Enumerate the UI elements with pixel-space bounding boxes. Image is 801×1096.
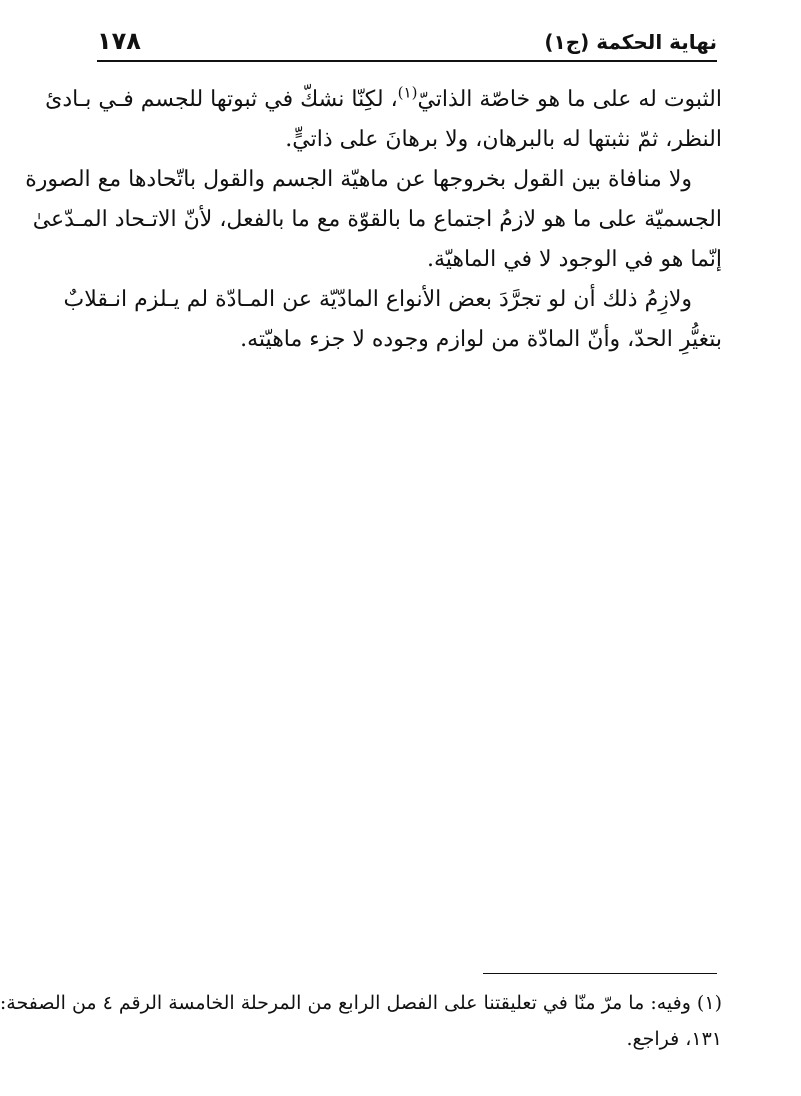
paragraph-line: إنّما هو في الوجود لا في الماهيّة.: [426, 247, 722, 272]
paragraph-line: [45, 80, 722, 120]
paragraph-line: بتغيُّرِ الحدّ، وأنّ المادّة من لوازم وجوده لا جزء ماهيّته.: [240, 327, 722, 352]
paragraph-2: [25, 160, 722, 280]
line-text: الثبوت له على ما هو خاصّة الذاتيّ: [417, 87, 722, 112]
paragraph-3: [63, 280, 722, 360]
paragraph-1: [45, 80, 722, 160]
page-number: ١٧٨: [97, 27, 141, 55]
paragraph-line: الجسميّة على ما هو لازمُ اجتماع ما بالقوّة مع ما بالفعل، لأنّ الاتـحاد المـدّعىٰ: [32, 207, 722, 232]
main-text: [25, 80, 722, 360]
paragraph-line: ولازِمُ ذلك أن لو تجرَّدَ بعض الأنواع المادّيّة عن المـادّة لم يـلزم انـقلابٌ: [63, 287, 692, 312]
footnote-line: ١٣١، فراجع.: [626, 1028, 722, 1050]
book-title: نهاية الحكمة (ج١): [544, 30, 717, 54]
footnote-reference[interactable]: (١): [397, 83, 418, 102]
footnote-line: (١) وفيه: ما مرّ منّا في تعليقتنا على الفصل الرابع من المرحلة الخامسة الرقم ٤ من الصفحة:: [0, 992, 722, 1014]
line-text: ، لكِنّا نشكّ في ثبوتها للجسم فـي بـادئ: [45, 87, 398, 112]
page-header: [97, 24, 717, 62]
paragraph-line: ولا منافاة بين القول بخروجها عن ماهيّة الجسم والقول باتّحادها مع الصورة: [25, 167, 692, 192]
footnote-separator: [483, 973, 717, 974]
footnote: [0, 985, 722, 1057]
paragraph-line: النظر، ثمّ نثبتها له بالبرهان، ولا برهانَ على ذاتيٍّ.: [285, 127, 722, 152]
